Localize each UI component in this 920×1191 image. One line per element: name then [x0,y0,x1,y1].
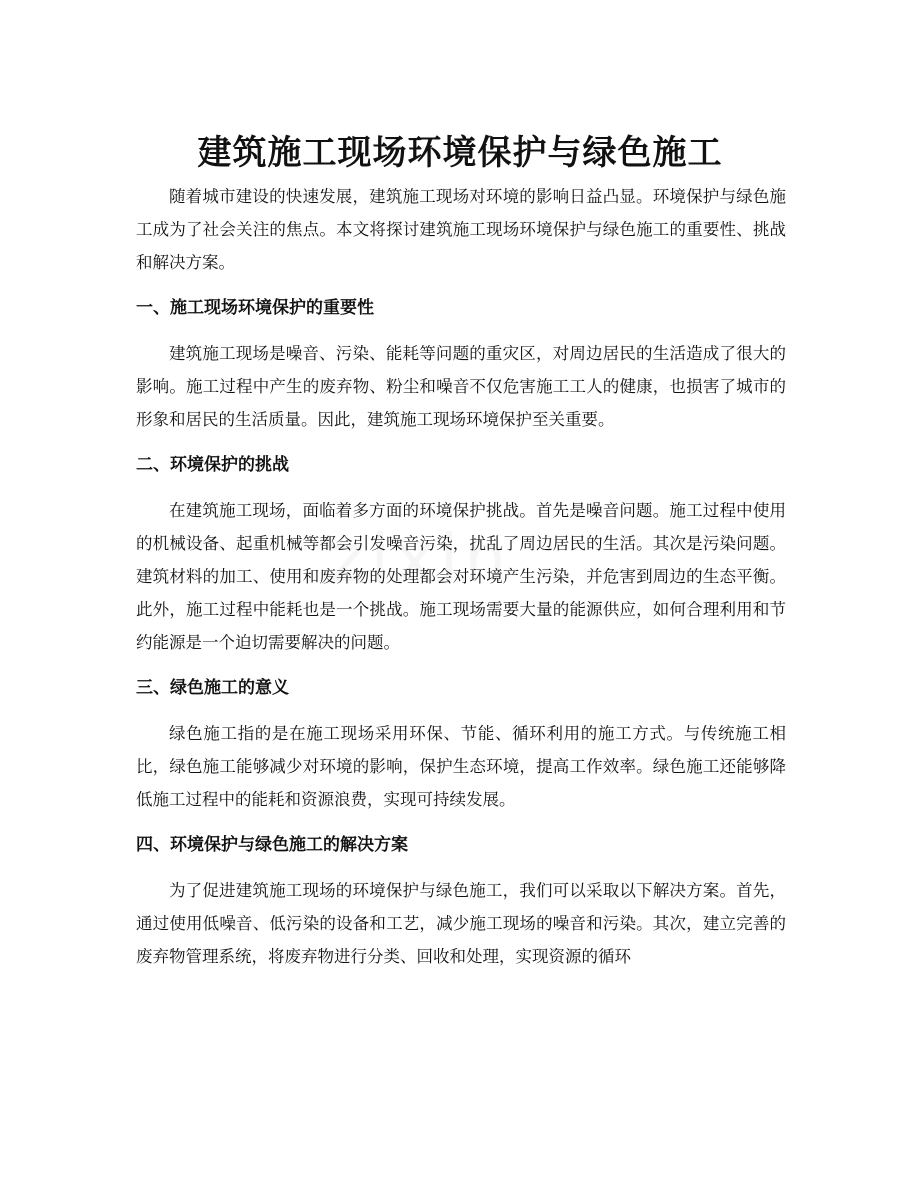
section-paragraph-2: 在建筑施工现场，面临着多方面的环境保护挑战。首先是噪音问题。施工过程中使用的机械设备、起重机械等都会引发噪音污染，扰乱了周边居民的生活。其次是污染问题。建筑材料的加工、使用和废弃物的处理都会对环境产生污染，并危害到周边的生态平衡。此外，施工过程中能耗也是一个挑战。施工现场需要大量的能源供应，如何合理利用和节约能源是一个迫切需要解决的问题。 [136,501,786,652]
intro-paragraph: 随着城市建设的快速发展，建筑施工现场对环境的影响日益凸显。环境保护与绿色施工成为了社会关注的焦点。本文将探讨建筑施工现场环境保护与绿色施工的重要性、挑战和解决方案。 [136,187,786,272]
section-heading-4: 四、环境保护与绿色施工的解决方案 [136,835,408,855]
section-paragraph-4: 为了促进建筑施工现场的环境保护与绿色施工，我们可以采取以下解决方案。首先，通过使用低噪音、低污染的设备和工艺，减少施工现场的噪音和污染。其次，建立完善的废弃物管理系统，将废弃物进行分类、回收和处理，实现资源的循环 [136,881,786,966]
section-heading-1: 一、施工现场环境保护的重要性 [136,298,374,318]
page-title: 建筑施工现场环境保护与绿色施工 [197,132,723,173]
section-paragraph-1: 建筑施工现场是噪音、污染、能耗等问题的重灾区，对周边居民的生活造成了很大的影响。施工过程中产生的废弃物、粉尘和噪音不仅危害施工工人的健康，也损害了城市的形象和居民的生活质量。因此，建筑施工现场环境保护至关重要。 [136,344,786,429]
section-heading-3: 三、绿色施工的意义 [136,678,289,698]
document-body [136,180,786,973]
section-paragraph-3: 绿色施工指的是在施工现场采用环保、节能、循环利用的施工方式。与传统施工相比，绿色施工能够减少对环境的影响，保护生态环境，提高工作效率。绿色施工还能够降低施工过程中的能耗和资源浪费，实现可持续发展。 [136,724,786,809]
section-heading-2: 二、环境保护的挑战 [136,455,289,475]
